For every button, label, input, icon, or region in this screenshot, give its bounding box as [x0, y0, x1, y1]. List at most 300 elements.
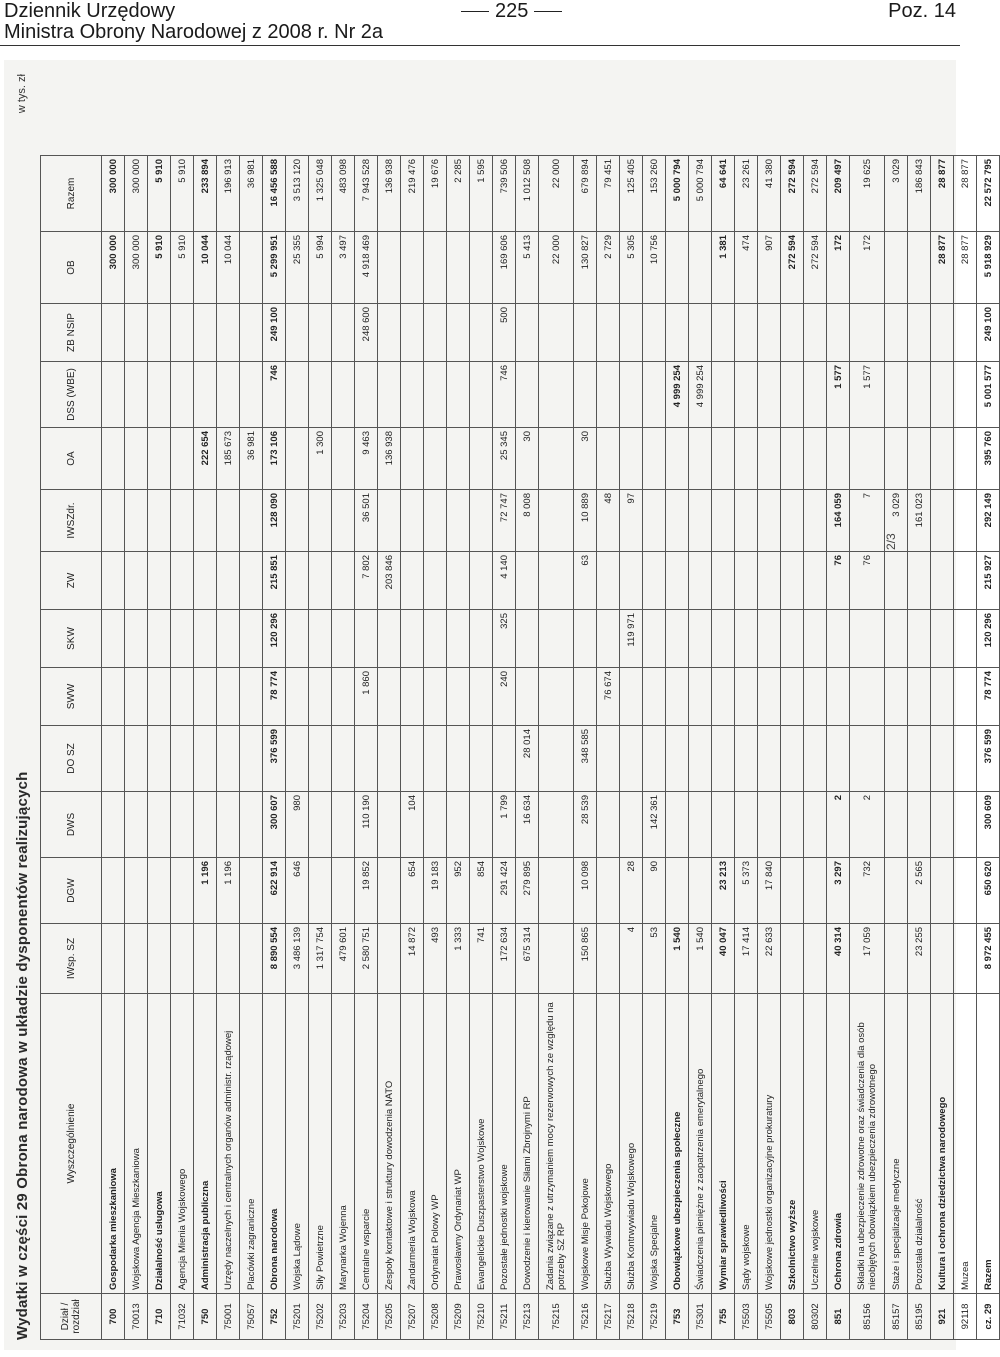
- row-code: 80302: [804, 1294, 827, 1340]
- row-value: [758, 490, 781, 552]
- table-row: [309, 156, 332, 1340]
- row-value: 5 910: [171, 156, 194, 232]
- row-value: 291 424: [493, 858, 516, 924]
- row-value: [781, 726, 804, 792]
- table-row: [263, 156, 286, 1340]
- row-value: [758, 428, 781, 490]
- row-value: [712, 726, 735, 792]
- row-value: [827, 610, 850, 668]
- row-value: [148, 428, 171, 490]
- row-value: [908, 610, 931, 668]
- row-value: [286, 362, 309, 428]
- row-value: 23 261: [735, 156, 758, 232]
- table-row: [977, 156, 1000, 1340]
- row-value: [689, 490, 712, 552]
- row-value: 300 000: [102, 232, 125, 304]
- table-header-row: [41, 156, 102, 1340]
- row-value: 5 000 794: [689, 156, 712, 232]
- row-value: [758, 552, 781, 610]
- row-value: [827, 726, 850, 792]
- row-value: 23 255: [908, 924, 931, 994]
- row-value: [539, 792, 574, 858]
- row-value: 136 938: [378, 156, 401, 232]
- row-value: [194, 552, 217, 610]
- row-value: 17 059: [850, 924, 885, 994]
- row-value: [470, 232, 493, 304]
- row-value: [516, 610, 539, 668]
- table-row: [931, 156, 954, 1340]
- row-value: 5 910: [171, 232, 194, 304]
- row-value: [470, 490, 493, 552]
- row-value: [885, 668, 908, 726]
- row-value: [171, 924, 194, 994]
- row-value: [689, 726, 712, 792]
- ministry-line: Ministra Obrony Narodowej z 2008 r. Nr 2a: [4, 21, 384, 43]
- row-value: [781, 668, 804, 726]
- row-value: [286, 726, 309, 792]
- row-value: [171, 362, 194, 428]
- row-value: 22 572 795: [977, 156, 1000, 232]
- row-value: [954, 610, 977, 668]
- table-row: [148, 156, 171, 1340]
- row-value: [666, 858, 689, 924]
- row-value: 120 296: [977, 610, 1000, 668]
- table-row: [355, 156, 378, 1340]
- row-description: Zespoły kontaktowe i struktury dowodzenia NATO: [378, 994, 401, 1294]
- row-value: 2 580 751: [355, 924, 378, 994]
- row-value: 48: [597, 490, 620, 552]
- row-value: [217, 362, 240, 428]
- row-value: 272 594: [781, 232, 804, 304]
- row-description: Świadczenia pieniężne z zaopatrzenia emerytalnego: [689, 994, 712, 1294]
- row-value: 746: [493, 362, 516, 428]
- row-value: 272 594: [781, 156, 804, 232]
- table-row: [424, 156, 447, 1340]
- column-header: SKW: [41, 610, 102, 668]
- row-value: [240, 610, 263, 668]
- row-value: [447, 552, 470, 610]
- row-code: 851: [827, 1294, 850, 1340]
- row-value: 5 001 577: [977, 362, 1000, 428]
- row-value: 2: [827, 792, 850, 858]
- row-value: [804, 304, 827, 362]
- row-value: [470, 792, 493, 858]
- row-value: 5 299 951: [263, 232, 286, 304]
- row-value: [908, 304, 931, 362]
- row-code: 92118: [954, 1294, 977, 1340]
- table-row: [827, 156, 850, 1340]
- row-description: Wojska Specjalne: [643, 994, 666, 1294]
- row-value: [240, 552, 263, 610]
- row-value: 249 100: [977, 304, 1000, 362]
- row-value: [102, 304, 125, 362]
- row-value: [516, 668, 539, 726]
- row-value: 28 539: [574, 792, 597, 858]
- row-value: [171, 428, 194, 490]
- row-value: 3 486 139: [286, 924, 309, 994]
- row-value: [125, 668, 148, 726]
- row-value: 14 872: [401, 924, 424, 994]
- row-value: [470, 428, 493, 490]
- row-description: Prawosławny Ordynariat WP: [447, 994, 470, 1294]
- row-value: [332, 428, 355, 490]
- dash-right-icon: [534, 11, 562, 12]
- expenditure-table: [40, 155, 1000, 1340]
- row-value: [804, 552, 827, 610]
- row-value: [931, 304, 954, 362]
- row-value: 125 405: [620, 156, 643, 232]
- row-value: [194, 924, 217, 994]
- row-description: Zadania związane z utrzymaniem mocy rezerwowych ze względu na potrzeby SZ RP: [539, 994, 574, 1294]
- row-value: [148, 552, 171, 610]
- row-value: 4 918 469: [355, 232, 378, 304]
- row-value: 1 300: [309, 428, 332, 490]
- row-code: 75201: [286, 1294, 309, 1340]
- row-value: 97: [620, 490, 643, 552]
- row-value: [539, 726, 574, 792]
- row-value: 1 325 048: [309, 156, 332, 232]
- row-code: 75205: [378, 1294, 401, 1340]
- row-value: [954, 490, 977, 552]
- row-value: 300 000: [102, 156, 125, 232]
- row-value: 7 943 528: [355, 156, 378, 232]
- row-value: [885, 924, 908, 994]
- row-value: 376 599: [263, 726, 286, 792]
- row-value: [735, 792, 758, 858]
- row-value: 215 927: [977, 552, 1000, 610]
- row-value: 185 673: [217, 428, 240, 490]
- row-description: Służba Wywiadu Wojskowego: [597, 994, 620, 1294]
- row-value: 161 023: [908, 490, 931, 552]
- row-value: [666, 304, 689, 362]
- row-value: 63: [574, 552, 597, 610]
- row-value: [148, 362, 171, 428]
- row-description: Ordynariat Polowy WP: [424, 994, 447, 1294]
- row-value: 28 877: [954, 232, 977, 304]
- table-row: [217, 156, 240, 1340]
- row-value: [401, 304, 424, 362]
- row-value: [643, 610, 666, 668]
- row-value: [194, 304, 217, 362]
- row-value: [194, 792, 217, 858]
- row-description: Wojskowe Misje Pokojowe: [574, 994, 597, 1294]
- row-value: [447, 726, 470, 792]
- row-value: 22 633: [758, 924, 781, 994]
- row-value: [171, 858, 194, 924]
- row-value: 9 463: [355, 428, 378, 490]
- row-code: 755: [712, 1294, 735, 1340]
- row-value: [171, 490, 194, 552]
- row-value: 215 851: [263, 552, 286, 610]
- row-value: [470, 610, 493, 668]
- row-value: 4 140: [493, 552, 516, 610]
- row-value: 110 190: [355, 792, 378, 858]
- row-value: [148, 304, 171, 362]
- row-value: [378, 726, 401, 792]
- row-value: [931, 490, 954, 552]
- row-description: Pozostałe jednostki wojskowe: [493, 994, 516, 1294]
- row-value: 8 890 554: [263, 924, 286, 994]
- row-value: [850, 304, 885, 362]
- row-value: [885, 304, 908, 362]
- row-value: 7: [850, 490, 885, 552]
- row-value: [378, 792, 401, 858]
- row-code: 85156: [850, 1294, 885, 1340]
- row-value: [781, 552, 804, 610]
- page-header: [0, 0, 960, 46]
- row-code: 710: [148, 1294, 171, 1340]
- row-value: [470, 668, 493, 726]
- unit-label: w tys. zł: [16, 74, 28, 114]
- row-value: 142 361: [643, 792, 666, 858]
- row-code: 75001: [217, 1294, 240, 1340]
- row-value: [885, 610, 908, 668]
- row-value: [424, 304, 447, 362]
- row-value: [735, 304, 758, 362]
- column-header: DO SZ: [41, 726, 102, 792]
- column-header: OB: [41, 232, 102, 304]
- row-value: 4: [620, 924, 643, 994]
- row-value: 376 599: [977, 726, 1000, 792]
- row-value: 36 981: [240, 156, 263, 232]
- row-value: [885, 792, 908, 858]
- row-value: [470, 552, 493, 610]
- row-code: 75213: [516, 1294, 539, 1340]
- row-value: 1 860: [355, 668, 378, 726]
- row-value: [424, 362, 447, 428]
- row-description: Ewangelickie Duszpasterstwo Wojskowe: [470, 994, 493, 1294]
- row-description: Szkolnictwo wyższe: [781, 994, 804, 1294]
- row-description: Wojska Lądowe: [286, 994, 309, 1294]
- row-value: [194, 610, 217, 668]
- row-value: [804, 362, 827, 428]
- row-value: 19 625: [850, 156, 885, 232]
- table-row: [620, 156, 643, 1340]
- row-code: 753: [666, 1294, 689, 1340]
- row-value: 654: [401, 858, 424, 924]
- row-value: [493, 726, 516, 792]
- row-value: [597, 428, 620, 490]
- row-value: 1 317 754: [309, 924, 332, 994]
- row-value: [758, 362, 781, 428]
- row-value: [689, 668, 712, 726]
- row-code: cz. 29: [977, 1294, 1000, 1340]
- row-value: 650 620: [977, 858, 1000, 924]
- row-value: 64 641: [712, 156, 735, 232]
- table-row: [102, 156, 125, 1340]
- row-value: [539, 490, 574, 552]
- table-row: [516, 156, 539, 1340]
- row-value: 746: [263, 362, 286, 428]
- row-value: [171, 552, 194, 610]
- row-value: [931, 362, 954, 428]
- row-value: 10 098: [574, 858, 597, 924]
- row-value: 395 760: [977, 428, 1000, 490]
- row-value: 679 894: [574, 156, 597, 232]
- row-value: [309, 304, 332, 362]
- row-value: [378, 232, 401, 304]
- row-value: 646: [286, 858, 309, 924]
- table-body: [102, 156, 1000, 1340]
- row-value: [712, 362, 735, 428]
- row-description: Agencja Mienia Wojskowego: [171, 994, 194, 1294]
- row-value: 300 607: [263, 792, 286, 858]
- column-header: ZW: [41, 552, 102, 610]
- row-value: 1 577: [827, 362, 850, 428]
- row-value: 173 106: [263, 428, 286, 490]
- row-description: Siły Powietrzne: [309, 994, 332, 1294]
- row-value: 10 756: [643, 232, 666, 304]
- table-title: Wydatki w części 29 Obrona narodowa w układzie dysponentów realizujących: [14, 771, 31, 1340]
- row-value: [689, 610, 712, 668]
- row-value: 240: [493, 668, 516, 726]
- row-value: [620, 792, 643, 858]
- row-value: [827, 304, 850, 362]
- row-value: 300 000: [125, 156, 148, 232]
- table-row: [781, 156, 804, 1340]
- row-value: 1 577: [850, 362, 885, 428]
- row-value: [125, 552, 148, 610]
- row-value: 79 451: [597, 156, 620, 232]
- row-value: 5 910: [148, 156, 171, 232]
- row-value: [574, 362, 597, 428]
- row-value: [758, 726, 781, 792]
- row-value: 1 595: [470, 156, 493, 232]
- row-value: 272 594: [804, 232, 827, 304]
- row-code: 75216: [574, 1294, 597, 1340]
- row-value: [332, 792, 355, 858]
- row-value: [240, 924, 263, 994]
- row-value: [781, 858, 804, 924]
- row-value: [401, 610, 424, 668]
- row-value: 3 029: [885, 156, 908, 232]
- row-value: [597, 924, 620, 994]
- row-value: 907: [758, 232, 781, 304]
- row-value: 5 413: [516, 232, 539, 304]
- table-row: [735, 156, 758, 1340]
- row-value: [378, 858, 401, 924]
- row-value: 23 213: [712, 858, 735, 924]
- row-value: [712, 792, 735, 858]
- scanned-table-page: [4, 60, 994, 1350]
- row-value: [758, 668, 781, 726]
- row-value: [643, 304, 666, 362]
- row-value: 279 895: [516, 858, 539, 924]
- row-value: 739 506: [493, 156, 516, 232]
- row-value: [447, 668, 470, 726]
- row-code: 75210: [470, 1294, 493, 1340]
- row-value: [424, 552, 447, 610]
- column-header: IWsp. SZ: [41, 924, 102, 994]
- row-value: 119 971: [620, 610, 643, 668]
- row-value: [539, 668, 574, 726]
- row-value: [194, 726, 217, 792]
- row-value: [666, 428, 689, 490]
- row-value: [148, 490, 171, 552]
- row-value: [539, 924, 574, 994]
- row-value: [355, 610, 378, 668]
- row-value: [332, 726, 355, 792]
- row-value: [332, 362, 355, 428]
- row-value: [597, 726, 620, 792]
- row-value: 16 634: [516, 792, 539, 858]
- row-value: [309, 668, 332, 726]
- row-value: [781, 792, 804, 858]
- column-header: Wyszczególnienie: [41, 994, 102, 1294]
- column-header: DWS: [41, 792, 102, 858]
- row-value: [240, 490, 263, 552]
- row-value: [931, 610, 954, 668]
- row-value: 169 606: [493, 232, 516, 304]
- column-header: Dział / rozdział: [41, 1294, 102, 1340]
- row-value: 1 540: [666, 924, 689, 994]
- table-row: [689, 156, 712, 1340]
- row-description: Uczelnie wojskowe: [804, 994, 827, 1294]
- row-value: [447, 792, 470, 858]
- table-row: [194, 156, 217, 1340]
- row-value: [240, 858, 263, 924]
- page-number-value: 225: [495, 0, 529, 22]
- table-row: [804, 156, 827, 1340]
- row-value: 76: [850, 552, 885, 610]
- row-value: [102, 858, 125, 924]
- row-value: 5 305: [620, 232, 643, 304]
- row-value: [643, 362, 666, 428]
- row-value: [908, 668, 931, 726]
- row-value: [908, 362, 931, 428]
- row-code: 75219: [643, 1294, 666, 1340]
- row-value: 30: [574, 428, 597, 490]
- row-value: [804, 490, 827, 552]
- row-value: [908, 428, 931, 490]
- row-value: [332, 552, 355, 610]
- row-value: [332, 490, 355, 552]
- row-value: [401, 490, 424, 552]
- row-value: 500: [493, 304, 516, 362]
- row-description: Staże i specjalizacje medyczne: [885, 994, 908, 1294]
- column-header: OA: [41, 428, 102, 490]
- row-value: [332, 610, 355, 668]
- row-value: 78 774: [977, 668, 1000, 726]
- row-description: Sądy wojskowe: [735, 994, 758, 1294]
- row-value: 78 774: [263, 668, 286, 726]
- row-code: 75301: [689, 1294, 712, 1340]
- row-value: [758, 304, 781, 362]
- row-value: [217, 668, 240, 726]
- row-value: [885, 232, 908, 304]
- row-value: [666, 232, 689, 304]
- row-description: Kultura i ochrona dziedzictwa narodowego: [931, 994, 954, 1294]
- row-value: 292 149: [977, 490, 1000, 552]
- row-value: [643, 668, 666, 726]
- row-value: 28 014: [516, 726, 539, 792]
- row-value: [712, 428, 735, 490]
- row-value: [620, 726, 643, 792]
- row-value: 28 877: [954, 156, 977, 232]
- row-value: [401, 428, 424, 490]
- row-value: [850, 726, 885, 792]
- row-value: [309, 858, 332, 924]
- row-value: [447, 428, 470, 490]
- row-value: [954, 726, 977, 792]
- row-value: 2 565: [908, 858, 931, 924]
- table-row: [171, 156, 194, 1340]
- row-value: 4 999 254: [689, 362, 712, 428]
- row-value: [125, 726, 148, 792]
- row-value: 5 918 929: [977, 232, 1000, 304]
- row-value: 5 373: [735, 858, 758, 924]
- row-value: [102, 552, 125, 610]
